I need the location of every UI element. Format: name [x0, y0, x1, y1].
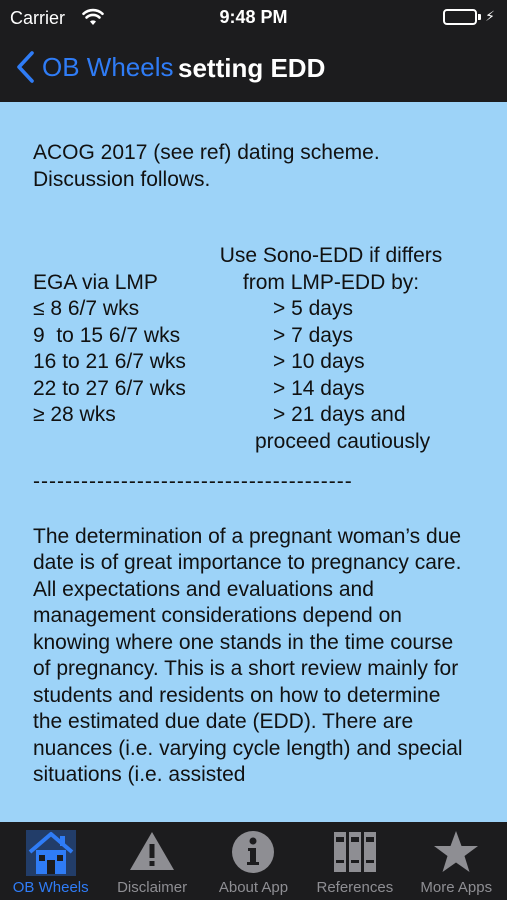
sono-criteria-header: Use Sono-EDD if differs from LMP-EDD by: [219, 244, 443, 294]
intro-text: ACOG 2017 (see ref) dating scheme. Discussion follows. [33, 141, 380, 191]
tab-label: More Apps [420, 879, 493, 896]
ega-cell: 22 to 27 6/7 wks [33, 376, 186, 400]
tab-label: About App [218, 879, 289, 896]
warning-icon [128, 830, 176, 872]
tab-ob-wheels[interactable] [0, 822, 101, 900]
star-icon [433, 830, 479, 874]
back-label: OB Wheels [42, 51, 174, 82]
ega-cell: ≥ 28 wks [33, 403, 116, 426]
diff-cell: > 7 days [273, 323, 353, 347]
discussion-paragraph: The determination of a pregnant woman’s due date is of great importance to pregnancy care. All expectations and evaluations and management considerations depend on knowing where one stands in the time course of pregnancy. This is a short review mainly for students and residents on how to determine the estimated due date (EDD). There are nuances (i.e. varying cycle length) and special situations (i.e. assisted [33, 524, 463, 786]
battery-icon [443, 8, 495, 25]
tab-about-app[interactable] [203, 822, 304, 900]
table-row [33, 323, 473, 350]
books-icon [332, 830, 378, 874]
table-row [33, 349, 473, 376]
dating-table [33, 243, 507, 455]
tab-bar [0, 822, 507, 900]
diff-cell: > 21 days and [273, 403, 406, 426]
ega-header: EGA via LMP [33, 270, 158, 294]
diff-cell: > 5 days [273, 297, 353, 320]
diff-cell: > 10 days [273, 350, 365, 373]
page-title: setting EDD [178, 53, 326, 83]
navigation-bar [0, 36, 507, 102]
tab-more-apps[interactable] [406, 822, 507, 900]
info-icon [231, 830, 275, 874]
ega-cell: ≤ 8 6/7 wks [33, 297, 140, 320]
chevron-left-icon [14, 50, 38, 84]
tab-references[interactable] [304, 822, 405, 900]
ega-cell: 16 to 21 6/7 wks [33, 350, 186, 373]
tab-label: OB Wheels [12, 879, 89, 896]
table-row [33, 402, 473, 429]
status-bar [0, 0, 507, 36]
divider: ---------------------------------------- [33, 470, 353, 493]
house-icon [26, 830, 76, 876]
tab-disclaimer[interactable] [101, 822, 202, 900]
clock: 9:48 PM [219, 7, 288, 27]
back-button[interactable] [14, 50, 174, 84]
content-scroll-area[interactable] [0, 102, 507, 822]
caution-note: proceed cautiously [255, 429, 431, 453]
diff-cell: > 14 days [273, 376, 365, 400]
carrier-label: Carrier [10, 8, 66, 28]
tab-label: References [316, 879, 394, 896]
charging-bolt-icon: ⚡ [485, 8, 495, 24]
tab-label: Disclaimer [117, 879, 188, 896]
table-row [33, 296, 473, 323]
ega-cell: 9 to 15 6/7 wks [33, 323, 181, 347]
table-row [33, 376, 473, 403]
